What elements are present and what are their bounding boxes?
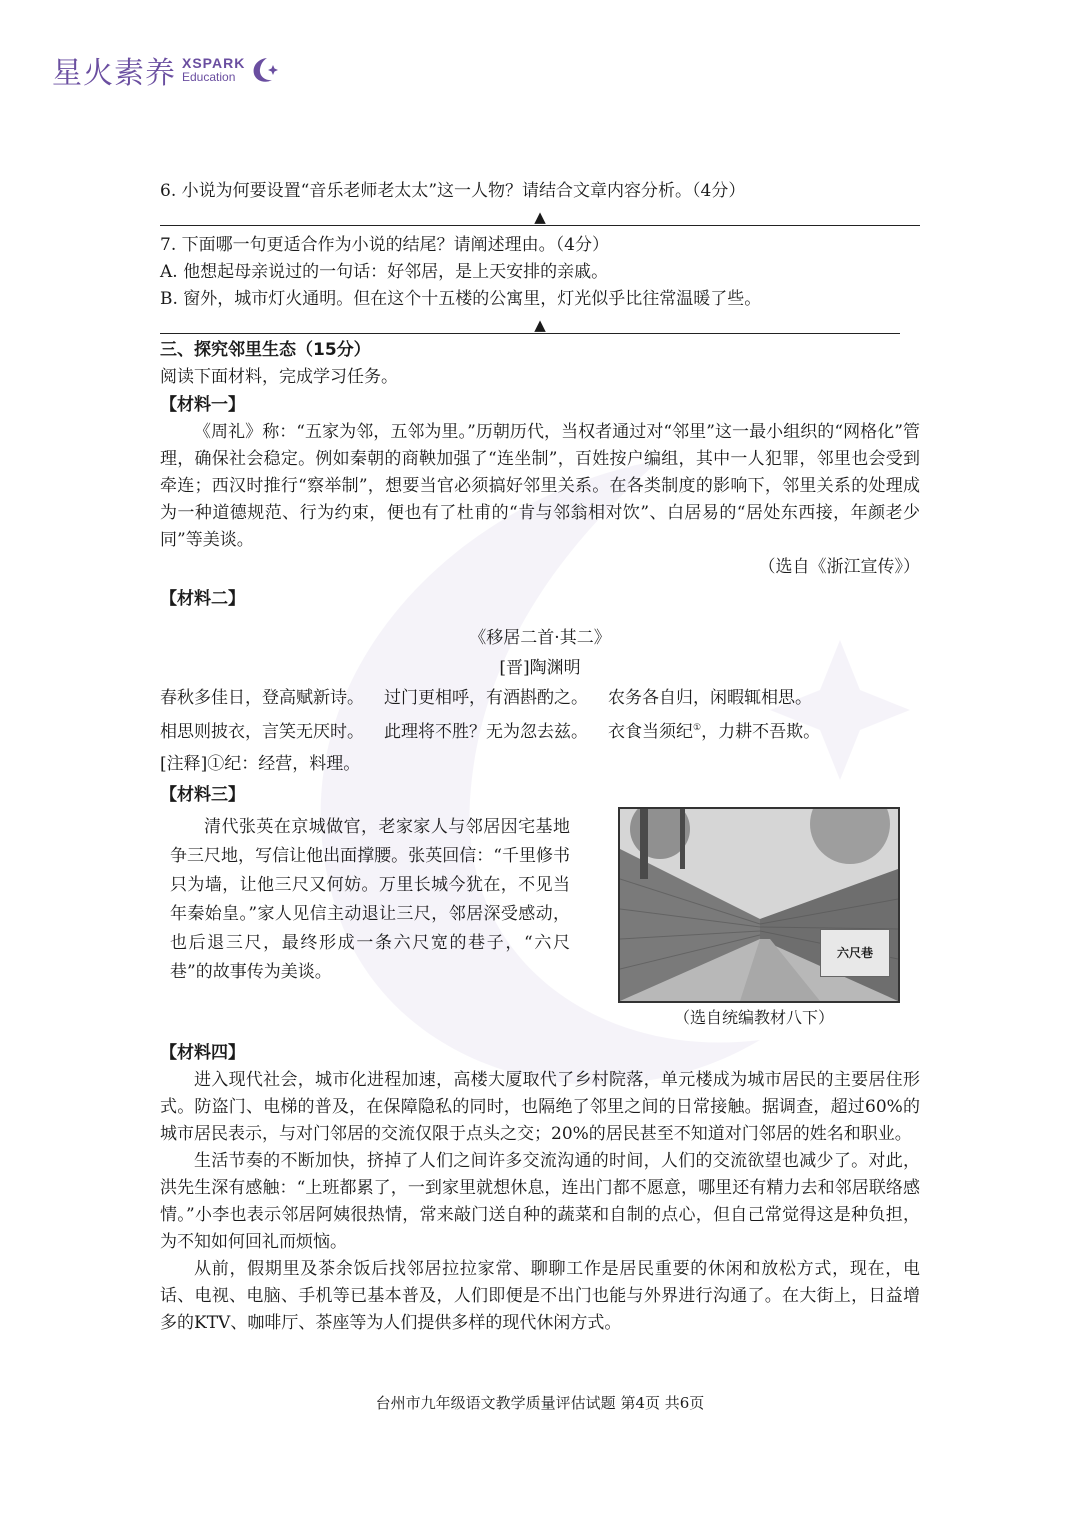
poem-author: [晋]陶渊明 bbox=[499, 658, 581, 678]
option-a: A. 他想起母亲说过的一句话：好邻居，是上天安排的亲戚。 bbox=[160, 262, 609, 282]
alley-sign: 六尺巷 bbox=[820, 929, 890, 977]
footnote-mark: ① bbox=[693, 723, 702, 733]
material-4-label: 【材料四】 bbox=[160, 1042, 245, 1063]
material-4-paragraph: 从前，假期里及茶余饭后找邻居拉拉家常、聊聊工作是居民重要的休闲和放松方式，现在，电话、电视、电脑、手机等已基本普及，人们即便是不出门也能与外界进行沟通了。在大街上，日益增多的KTV、咖啡厅、茶座等为人们提供多样的现代休闲方式。 bbox=[160, 1258, 920, 1333]
poem-note: [注释]①纪：经营，料理。 bbox=[160, 753, 361, 774]
brand-logo bbox=[52, 48, 279, 92]
brand-name-en: XSPARK Education bbox=[182, 55, 246, 84]
question-6: 6. 小说为何要设置“音乐老师老太太”这一人物？请结合文章内容分析。（4分） bbox=[160, 181, 746, 201]
figure-caption: （选自统编教材八下） bbox=[673, 1007, 834, 1027]
answer-marker-icon: ▲ bbox=[534, 316, 546, 334]
question-7: 7. 下面哪一句更适合作为小说的结尾？请阐述理由。（4分） bbox=[160, 235, 609, 255]
material-2-label: 【材料二】 bbox=[160, 589, 245, 609]
material-1-source: （选自《浙江宣传》） bbox=[758, 557, 920, 577]
material-1-text: 《周礼》称：“五家为邻，五邻为里。”历朝历代，当权者通过对“邻里”这一最小组织的“网格化”管理，确保社会稳定。例如秦朝的商鞅加强了“连坐制”，百姓按户编组，其中一人犯罪，邻里也会受到牵连；西汉时推行“察举制”，想要当官必须搞好邻里关系。在各类制度的影响下，邻里关系的处理成为一种道德规范、行为约束，便也有了杜甫的“肯与邻翁相对饮”、白居易的“居处东西接，年颜老少同”等美谈。 bbox=[160, 422, 920, 550]
material-3-label: 【材料三】 bbox=[160, 784, 245, 805]
poem-line-1: 春秋多佳日，登高赋新诗。 过门更相呼，有酒斟酌之。 农务各自归，闲暇辄相思。 bbox=[160, 688, 812, 708]
spark-logo-icon bbox=[249, 55, 279, 85]
page-footer: 台州市九年级语文教学质量评估试题 第4页 共6页 bbox=[375, 1394, 705, 1412]
poem-title: 《移居二首·其二》 bbox=[469, 628, 611, 648]
section-intro: 阅读下面材料，完成学习任务。 bbox=[160, 367, 398, 387]
material-4-paragraph: 生活节奏的不断加快，挤掉了人们之间许多交流沟通的时间，人们的交流欲望也减少了。对此，洪先生深有感触：“上班都累了，一到家里就想休息，连出门都不愿意，哪里还有精力去和邻居联络感情。”小李也表示邻居阿姨很热情，常来敲门送自种的蔬菜和自制的点心，但自己常觉得这是种负担，为不知如何回礼而烦恼。 bbox=[160, 1150, 920, 1252]
six-foot-alley-photo bbox=[618, 807, 900, 1003]
material-4-paragraph: 进入现代社会，城市化进程加速，高楼大厦取代了乡村院落，单元楼成为城市居民的主要居住形式。防盗门、电梯的普及，在保障隐私的同时，也隔绝了邻里之间的日常接触。据调查，超过60%的城市居民表示，与对门邻居的交流仅限于点头之交；20%的居民甚至不知道对门邻居的姓名和职业。 bbox=[160, 1069, 920, 1144]
material-3-text: 清代张英在京城做官，老家家人与邻居因宅基地争三尺地，写信让他出面撑腰。张英回信：“千里修书只为墙，让他三尺又何妨。万里长城今犹在，不见当年秦始皇。”家人见信主动退让三尺，邻居深受感动，也后退三尺，最终形成一条六尺宽的巷子，“六尺巷”的故事传为美谈。 bbox=[170, 816, 570, 982]
material-1-label: 【材料一】 bbox=[160, 395, 245, 415]
exam-content bbox=[160, 178, 920, 1337]
brand-name-cn: 星火素养 bbox=[52, 56, 176, 91]
answer-marker-icon: ▲ bbox=[534, 208, 546, 226]
material-3-body bbox=[160, 813, 920, 1033]
section-title: 三、探究邻里生态（15分） bbox=[160, 340, 371, 360]
material-3-figure bbox=[618, 813, 908, 1033]
poem-line-2: 相思则披衣，言笑无厌时。 此理将不胜？无为忽去兹。 衣食当须纪①，力耕不吾欺。 bbox=[160, 721, 821, 742]
option-b: B. 窗外，城市灯火通明。但在这个十五楼的公寓里，灯光似乎比往常温暖了些。 bbox=[160, 289, 762, 309]
